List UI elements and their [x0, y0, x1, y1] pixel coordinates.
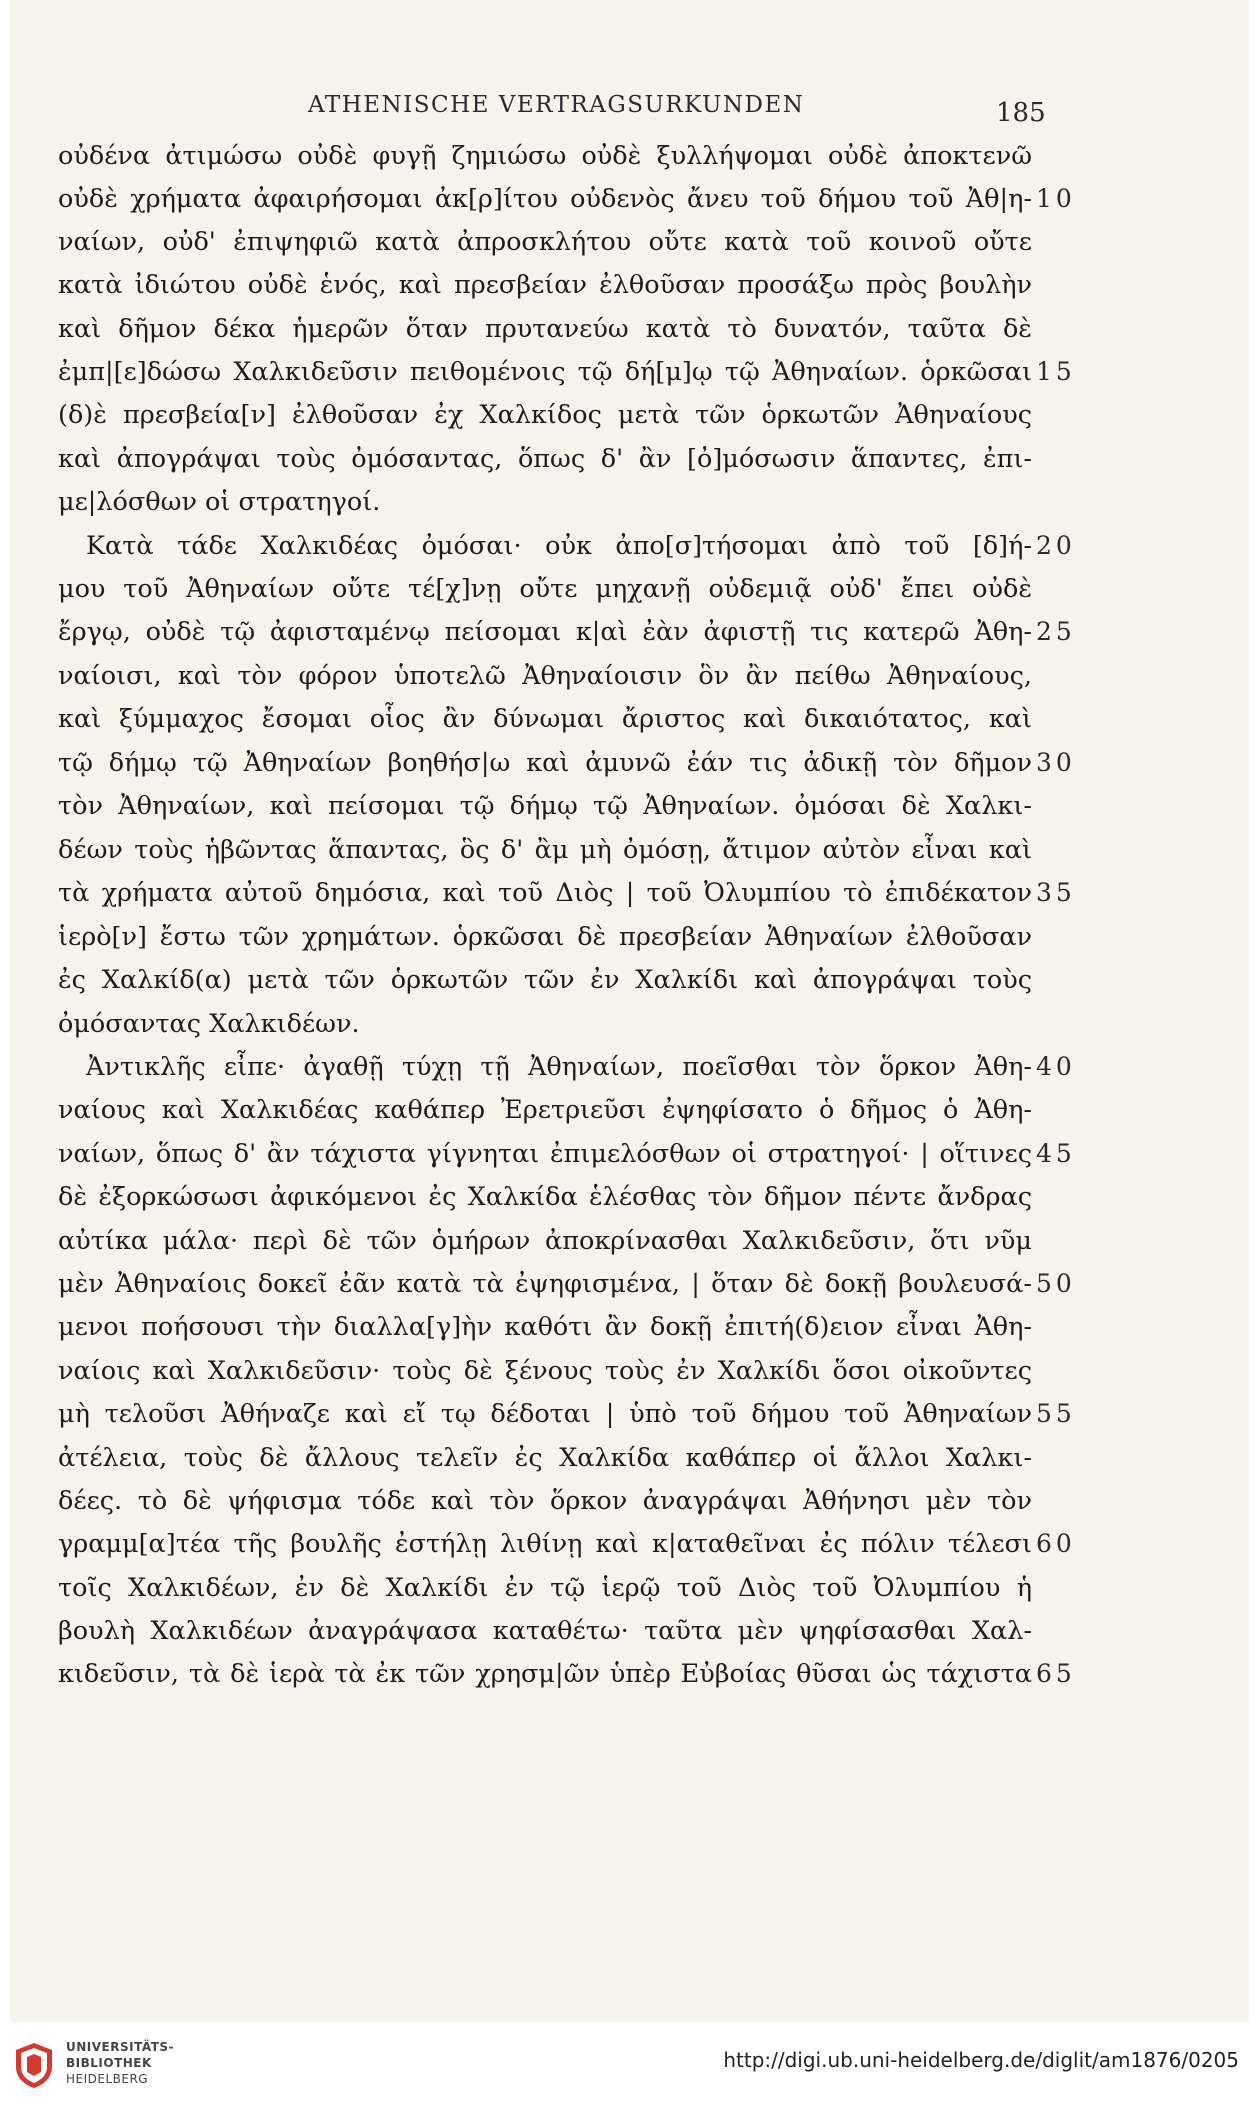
line-number: 20 [1036, 531, 1076, 560]
text-line: ἀτέλεια, τοὺς δὲ ἄλλους τελεῖν ἐς Χαλκίδα καθάπερ οἱ ἄλλοι Χαλκι- [58, 1443, 1032, 1473]
line-number: 10 [1036, 184, 1076, 213]
line-number: 45 [1036, 1139, 1076, 1168]
text-line: ἐμπ|[ε]δώσω Χαλκιδεῦσιν πειθομένοις τῷ δή[μ]ῳ τῷ Ἀθηναίων. ὁρκῶσαι [58, 357, 1032, 387]
line-number: 30 [1036, 748, 1076, 777]
text-line: ναίων, ὅπως δ' ἂν τάχιστα γίγνηται ἐπιμελόσθων οἱ στρατηγοί· | οἵτινες [58, 1139, 1032, 1169]
text-line: κιδεῦσιν, τὰ δὲ ἱερὰ τὰ ἐκ τῶν χρησμ|ῶν ὑπὲρ Εὐβοίας θῦσαι ὡς τάχιστα [58, 1659, 1032, 1689]
text-line: δέων τοὺς ἡβῶντας ἅπαντας, ὃς δ' ἂμ μὴ ὀμόσῃ, ἄτιμον αὐτὸν εἶναι καὶ [58, 835, 1032, 865]
text-line: γραμμ[α]τέα τῆς βουλῆς ἐστήλῃ λιθίνῃ καὶ κ|αταθεῖναι ἐς πόλιν τέλεσι [58, 1529, 1032, 1559]
text-line: τῷ δήμῳ τῷ Ἀθηναίων βοηθήσ|ω καὶ ἀμυνῶ ἐάν τις ἀδικῇ τὸν δῆμον [58, 748, 1032, 778]
text-line: μου τοῦ Ἀθηναίων οὔτε τέ[χ]νῃ οὔτε μηχανῇ οὐδεμιᾷ οὐδ' ἔπει οὐδὲ [58, 574, 1032, 604]
running-head: ATHENISCHE VERTRAGSURKUNDEN [308, 92, 805, 118]
line-number: 65 [1036, 1659, 1076, 1688]
line-number: 50 [1036, 1269, 1076, 1298]
line-number: 25 [1036, 617, 1076, 646]
text-line: οὐδένα ἀτιμώσω οὐδὲ φυγῇ ζημιώσω οὐδὲ ξυλλήψομαι οὐδὲ ἀποκτενῶ [58, 141, 1032, 171]
line-number: 35 [1036, 878, 1076, 907]
text-line: τοῖς Χαλκιδέων, ἐν δὲ Χαλκίδι ἐν τῷ ἱερῷ τοῦ Διὸς τοῦ Ὀλυμπίου ἡ [58, 1573, 1032, 1603]
text-line: μενοι ποήσουσι τὴν διαλλα[γ]ὴν καθότι ἂν δοκῇ ἐπιτή(δ)ειον εἶναι Ἀθη- [58, 1312, 1032, 1342]
text-line: βουλὴ Χαλκιδέων ἀναγράψασα καταθέτω· ταῦτα μὲν ψηφίσασθαι Χαλ- [58, 1616, 1032, 1646]
text-line: κατὰ ἰδιώτου οὐδὲ ἑνός, καὶ πρεσβείαν ἐλθοῦσαν προσάξω πρὸς βουλὴν [58, 270, 1032, 300]
text-line: ἱερὸ[ν] ἔστω τῶν χρημάτων. ὁρκῶσαι δὲ πρεσβείαν Ἀθηναίων ἐλθοῦσαν [58, 922, 1032, 952]
library-name-line: HEIDELBERG [66, 2072, 149, 2086]
text-line: δέες. τὸ δὲ ψήφισμα τόδε καὶ τὸν ὅρκον ἀναγράψαι Ἀθήνησι μὲν τὸν [58, 1486, 1032, 1516]
library-name [66, 2039, 174, 2087]
text-line: ναίοισι, καὶ τὸν φόρον ὑποτελῶ Ἀθηναίοισιν ὃν ἂν πείθω Ἀθηναίους, [58, 661, 1032, 691]
text-line: μὴ τελοῦσι Ἀθήναζε καὶ εἴ τῳ δέδοται | ὑπὸ τοῦ δήμου τοῦ Ἀθηναίων [58, 1399, 1032, 1429]
text-line: Κατὰ τάδε Χαλκιδέας ὀμόσαι· οὐκ ἀπο[σ]τήσομαι ἀπὸ τοῦ [δ]ή- [86, 531, 1032, 561]
text-line: καὶ δῆμον δέκα ἡμερῶν ὅταν πρυτανεύω κατὰ τὸ δυνατόν, ταῦτα δὲ [58, 314, 1032, 344]
text-line: αὐτίκα μάλα· περὶ δὲ τῶν ὁμήρων ἀποκρίνασθαι Χαλκιδεῦσιν, ὅτι νῦμ [58, 1226, 1032, 1256]
library-name-line: BIBLIOTHEK [66, 2056, 152, 2070]
text-line: με|λόσθων οἱ στρατηγοί. [58, 487, 381, 517]
line-number: 55 [1036, 1399, 1076, 1428]
text-line: μὲν Ἀθηναίοις δοκεῖ ἐᾶν κατὰ τὰ ἐψηφισμένα, | ὅταν δὲ δοκῇ βουλευσά- [58, 1269, 1032, 1299]
text-line: τὰ χρήματα αὐτοῦ δημόσια, καὶ τοῦ Διὸς | τοῦ Ὀλυμπίου τὸ ἐπιδέκατον [58, 878, 1032, 908]
line-number: 15 [1036, 357, 1076, 386]
text-line: καὶ ξύμμαχος ἔσομαι οἷος ἂν δύνωμαι ἄριστος καὶ δικαιότατος, καὶ [58, 704, 1032, 734]
source-url[interactable]: http://digi.ub.uni-heidelberg.de/diglit/am1876/0205 [723, 2048, 1239, 2072]
page-number: 185 [996, 98, 1046, 128]
text-line: ὀμόσαντας Χαλκιδέων. [58, 1009, 360, 1039]
library-name-line: UNIVERSITÄTS- [66, 2040, 175, 2054]
text-line: Ἀντικλῆς εἶπε· ἀγαθῇ τύχῃ τῇ Ἀθηναίων, ποεῖσθαι τὸν ὅρκον Ἀθη- [86, 1052, 1032, 1082]
text-line: (δ)ὲ πρεσβεία[ν] ἐλθοῦσαν ἐχ Χαλκίδος μετὰ τῶν ὁρκωτῶν Ἀθηναίους [58, 400, 1032, 430]
seal-icon [14, 2041, 54, 2089]
text-line: ἐς Χαλκίδ(α) μετὰ τῶν ὁρκωτῶν τῶν ἐν Χαλκίδι καὶ ἀπογράψαι τοὺς [58, 965, 1032, 995]
text-line: δὲ ἐξορκώσωσι ἀφικόμενοι ἐς Χαλκίδα ἑλέσθας τὸν δῆμον πέντε ἄνδρας [58, 1182, 1032, 1212]
line-number: 40 [1036, 1052, 1076, 1081]
text-line: ἔργῳ, οὐδὲ τῷ ἀφισταμένῳ πείσομαι κ|αὶ ἐὰν ἀφιστῇ τις κατερῶ Ἀθη- [58, 617, 1032, 647]
text-line: ναίων, οὐδ' ἐπιψηφιῶ κατὰ ἀπροσκλήτου οὔτε κατὰ τοῦ κοινοῦ οὔτε [58, 227, 1032, 257]
line-number: 60 [1036, 1529, 1076, 1558]
text-line: καὶ ἀπογράψαι τοὺς ὀμόσαντας, ὅπως δ' ἂν [ὀ]μόσωσιν ἅπαντες, ἐπι- [58, 444, 1032, 474]
text-line: ναίους καὶ Χαλκιδέας καθάπερ Ἐρετριεῦσι ἐψηφίσατο ὁ δῆμος ὁ Ἀθη- [58, 1095, 1032, 1125]
text-line: οὐδὲ χρήματα ἀφαιρήσομαι ἀκ[ρ]ίτου οὐδενὸς ἄνευ τοῦ δήμου τοῦ Ἀθ|η- [58, 184, 1032, 214]
text-line: τὸν Ἀθηναίων, καὶ πείσομαι τῷ δήμῳ τῷ Ἀθηναίων. ὀμόσαι δὲ Χαλκι- [58, 791, 1032, 821]
text-line: ναίοις καὶ Χαλκιδεῦσιν· τοὺς δὲ ξένους τοὺς ἐν Χαλκίδι ὅσοι οἰκοῦντες [58, 1356, 1032, 1386]
